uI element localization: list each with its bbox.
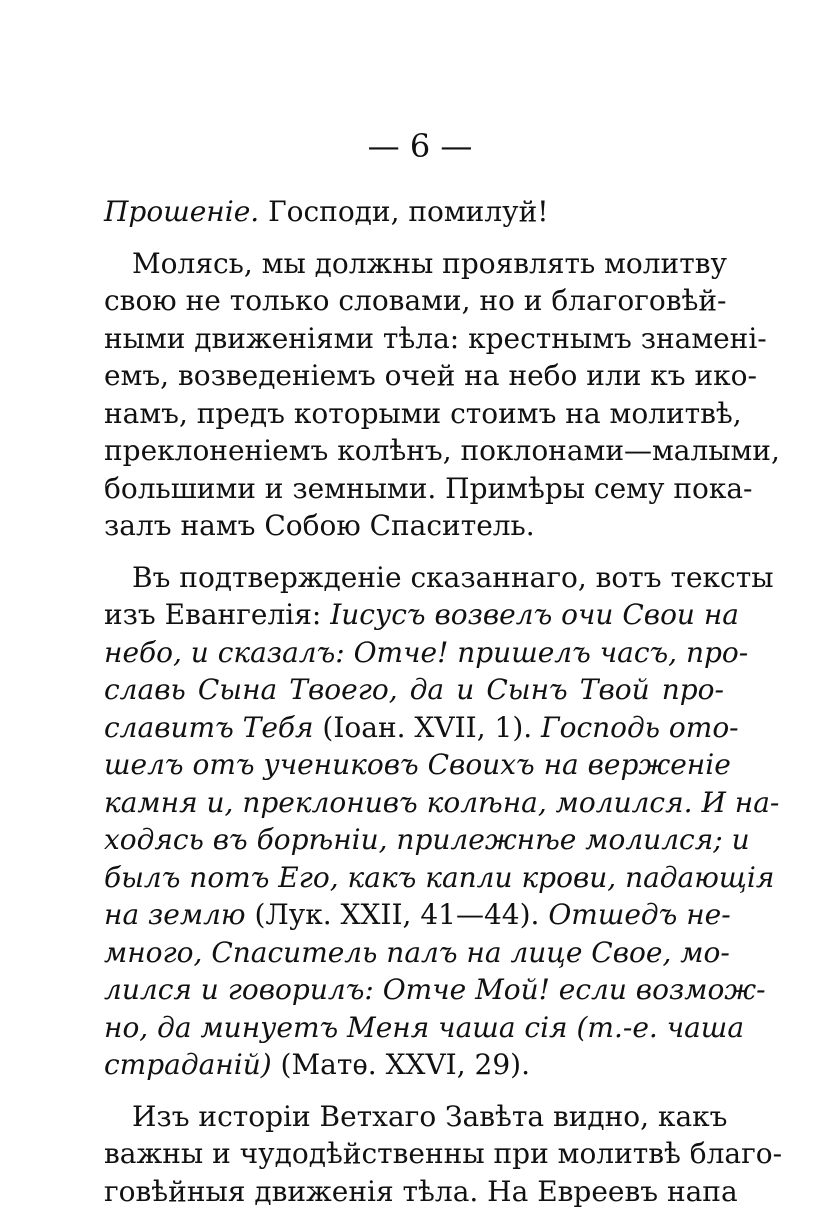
text: (Лук. XXII, 41—44). [246, 898, 549, 931]
text-line [104, 709, 724, 747]
text: говѣйныя движенія тѣла. На Евреевъ напа [104, 1175, 738, 1208]
italic-text: славитъ Тебя [104, 711, 314, 744]
text-line [104, 1135, 724, 1173]
italic-text: Отшедъ не- [548, 898, 730, 931]
text-line [104, 193, 724, 231]
text-line [104, 432, 724, 470]
text-line [104, 596, 724, 634]
text-line [104, 934, 724, 972]
text-line [104, 559, 724, 597]
text-line [104, 1173, 724, 1210]
text: Въ подтвержденіе сказаннаго, вотъ тексты [132, 561, 773, 594]
text-line [104, 634, 724, 672]
text-line [104, 971, 724, 1009]
text-line [104, 859, 724, 897]
text-line [104, 507, 724, 545]
text-line [104, 1046, 724, 1084]
italic-text: камня и, преклонивъ колѣна, молился. И на- [104, 786, 779, 819]
paragraph [104, 559, 724, 1084]
italic-text: много, Спаситель палъ на лице Свое, мо- [104, 936, 730, 969]
italic-text: но, да минуетъ Меня чаша сія (т.-е. чаша [104, 1011, 744, 1044]
text: Господи, помилуй! [259, 195, 548, 228]
text: изъ Евангелія: [104, 598, 330, 631]
page-number: — 6 — [0, 126, 840, 166]
italic-text: былъ потъ Его, какъ капли крови, падающія [104, 861, 774, 894]
text-line [104, 784, 724, 822]
text-line [104, 821, 724, 859]
heading-petition [104, 193, 724, 231]
text-line [104, 1009, 724, 1047]
text-line [104, 245, 724, 283]
text: залъ намъ Собою Спаситель. [104, 509, 535, 542]
paragraph-gap [104, 1084, 724, 1098]
text-line [104, 282, 724, 320]
text-line [104, 1098, 724, 1136]
italic-text: шелъ отъ учениковъ Своихъ на верженіе [104, 748, 731, 781]
text-line [104, 746, 724, 784]
italic-text: ходясь въ борѣніи, прилежнѣе молился; и [104, 823, 750, 856]
paragraph-gap [104, 545, 724, 559]
text: ными движеніями тѣла: крестнымъ знамені- [104, 322, 767, 355]
italic-text: Іисусъ возвелъ очи Свои на [330, 598, 739, 631]
italic-text: лился и говорилъ: Отче Мой! если возмож- [104, 973, 766, 1006]
paragraph [104, 245, 724, 545]
italic-text: Господь ото- [541, 711, 739, 744]
paragraph [104, 1098, 724, 1210]
text-line [104, 896, 724, 934]
text: емъ, возведеніемъ очей на небо или къ ико- [104, 359, 757, 392]
text-line [104, 320, 724, 358]
italic-text: на землю [104, 898, 246, 931]
italic-text: славь Сына Твоего, да и Сынъ Твой про- [104, 673, 724, 706]
italic-text: страданій) [104, 1048, 272, 1081]
text-line [104, 357, 724, 395]
text: (Іоан. XVII, 1). [314, 711, 542, 744]
text-line [104, 671, 724, 709]
text: Изъ исторіи Ветхаго Завѣта видно, какъ [132, 1100, 727, 1133]
text: Молясь, мы должны проявлять молитву [132, 247, 727, 280]
paragraph-gap [104, 231, 724, 245]
text-line [104, 470, 724, 508]
body-text [104, 193, 724, 1210]
text: большими и земными. Примѣры сему пока- [104, 472, 753, 505]
italic-text: небо, и сказалъ: Отче! пришелъ часъ, про- [104, 636, 748, 669]
text: преклоненіемъ колѣнъ, поклонами—малыми, [104, 434, 780, 467]
text-line [104, 395, 724, 433]
text: (Матѳ. XXVI, 29). [272, 1048, 530, 1081]
text: свою не только словами, но и благоговѣй- [104, 284, 727, 317]
text: важны и чудодѣйственны при молитвѣ благо- [104, 1137, 782, 1170]
text: намъ, предъ которыми стоимъ на молитвѣ, [104, 397, 742, 430]
italic-text: Прошеніе. [104, 195, 259, 228]
